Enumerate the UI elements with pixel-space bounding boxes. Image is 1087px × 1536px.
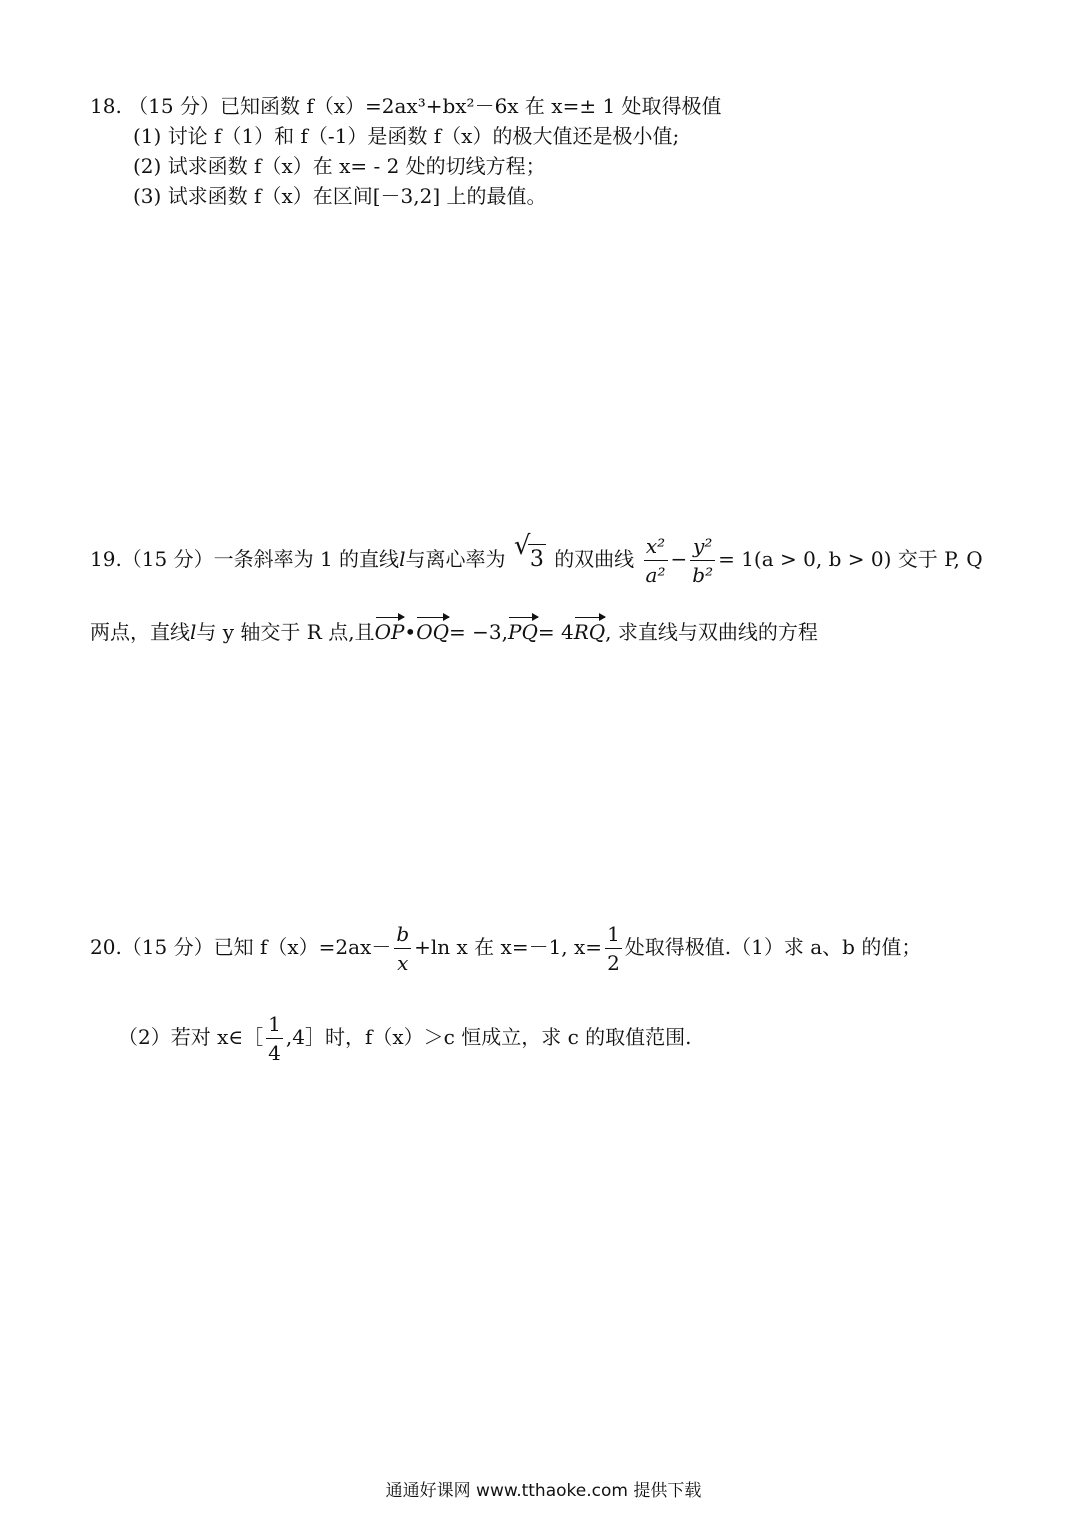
dot-operator: • (404, 620, 417, 644)
q18-stem: 18. （15 分）已知函数 f（x）=2ax³+bx²－6x 在 x=± 1 处取得极值 (90, 94, 722, 118)
q19-line2-b: 与 y 轴交于 R 点,且 (196, 620, 375, 644)
vector-OQ: OQ (416, 620, 450, 644)
vector-RQ: RQ (573, 620, 606, 644)
vector-OP: OP (374, 620, 405, 644)
frac-den: 4 (268, 1041, 281, 1065)
q19-line-l2: l (190, 620, 197, 644)
q18-part-2: (2) 试求函数 f（x）在 x= - 2 处的切线方程； (133, 154, 546, 178)
q20-part2-a: （2）若对 x∈［ (118, 1025, 264, 1049)
q20-tail: 处取得极值.（1）求 a、b 的值； (624, 935, 922, 959)
q20-part2-b: ,4］时，f（x）＞c 恒成立，求 c 的取值范围. (285, 1025, 692, 1049)
frac-num: x² (644, 536, 668, 561)
frac-num: 1 (605, 924, 622, 949)
q19-eq1: = −3, (449, 620, 508, 644)
sqrt-arg: 3 (528, 544, 546, 572)
frac-den: b² (692, 563, 714, 587)
q19-cond: = 1(a > 0, b > 0) (718, 547, 892, 571)
q19-eq2: = 4 (537, 620, 574, 644)
q19-mid2: 的双曲线 (554, 547, 635, 571)
vector-PQ: PQ (507, 620, 538, 644)
q18-part-3: (3) 试求函数 f（x）在区间[－3,2] 上的最值。 (133, 184, 547, 208)
frac-den: x (397, 951, 409, 975)
fraction-one-quarter (266, 1014, 283, 1063)
frac-num: 1 (266, 1014, 283, 1039)
q19-minus: − (670, 547, 688, 571)
fraction-b-x (394, 924, 411, 973)
q18-part-1: (1) 讨论 f（1）和 f（-1）是函数 f（x）的极大值还是极小值; (133, 124, 680, 148)
q19-mid1: 与离心率为 (405, 547, 506, 571)
q19-line2-a: 两点，直线 (90, 620, 190, 644)
q20-lead: 20.（15 分）已知 f（x）=2ax－ (90, 935, 392, 959)
q19-line-1 (90, 531, 983, 587)
q20-mid: +ln x 在 x=－1, x= (414, 935, 603, 959)
q19-line-2 (90, 620, 818, 644)
fraction-y2-b2 (690, 536, 715, 585)
fraction-one-half (605, 924, 622, 973)
fraction-x2-a2 (644, 536, 668, 585)
q19-line2-end: , 求直线与双曲线的方程 (605, 620, 818, 644)
page-footer: 通通好课网 www.tthaoke.com 提供下载 (385, 1481, 702, 1501)
frac-den: 2 (607, 951, 620, 975)
q19-tail: 交于 P, Q (897, 547, 983, 571)
q19-line-l: l (399, 547, 406, 571)
frac-den: a² (645, 563, 666, 587)
q20-line-2 (118, 1012, 692, 1063)
frac-num: y² (690, 536, 715, 561)
frac-num: b (394, 924, 411, 949)
q19-lead: 19.（15 分）一条斜率为 1 的直线 (90, 547, 400, 571)
sqrt-symbol: √ 3 (513, 531, 544, 572)
q20-line-1 (90, 922, 921, 973)
